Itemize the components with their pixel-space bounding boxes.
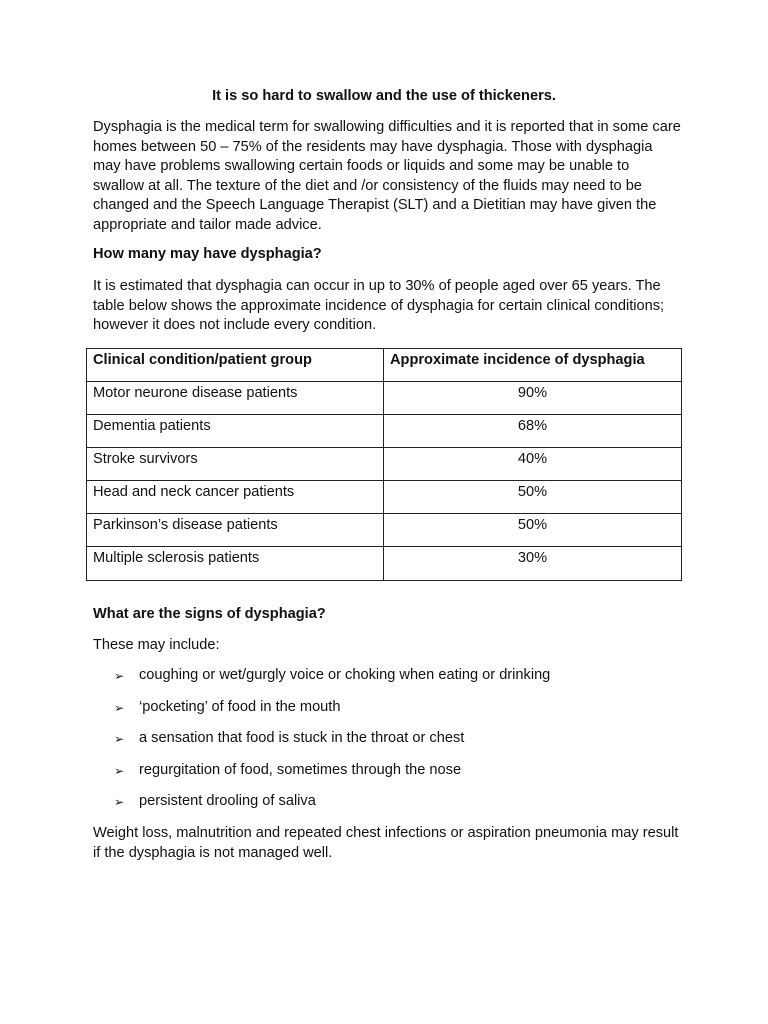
arrow-bullet-icon: ➢ [114, 763, 125, 778]
page-title: It is so hard to swallow and the use of thickeners. [212, 88, 556, 104]
table-header: Clinical condition/patient group [87, 349, 384, 382]
table-cell-incidence: 40% [384, 448, 682, 481]
arrow-bullet-icon: ➢ [114, 795, 125, 809]
table-cell-incidence: 68% [384, 415, 682, 448]
table-row [87, 415, 682, 448]
list-item [114, 792, 550, 824]
closing-paragraph: Weight loss, malnutrition and repeated chest infections or aspiration pneumonia may result if the dysphagia is not managed well. [93, 825, 679, 861]
table-cell-incidence: 50% [384, 481, 682, 514]
intro-paragraph: Dysphagia is the medical term for swallowing difficulties and it is reported that in some care homes between 50 – 75% of the residents may have dysphagia. Those with dysphagia may have problems swallowing certain foods or liquids and some may be unable to swallow at all. The texture of the diet and /or consistency of the fluids may need to be changed and the Speech Language Therapist (SLT) and a Dietitian may have given the appropriate and tailor made advice. [93, 119, 681, 233]
arrow-bullet-icon: ➢ [114, 700, 125, 715]
list-item [114, 729, 550, 761]
table-header: Approximate incidence of dysphagia [384, 349, 682, 382]
incidence-table [86, 348, 682, 581]
list-item-text: persistent drooling of saliva [139, 793, 316, 809]
list-item-text: regurgitation of food, sometimes through the nose [139, 761, 462, 778]
estimate-paragraph: It is estimated that dysphagia can occur in up to 30% of people aged over 65 years. The table below shows the approximate incidence of dysphagia for certain clinical conditions; however it does not include every condition. [93, 278, 665, 333]
table-cell-condition: Motor neurone disease patients [87, 382, 384, 415]
table-row [87, 514, 682, 547]
table-cell-incidence: 90% [384, 382, 682, 415]
heading-how-many: How many may have dysphagia? [93, 246, 322, 262]
heading-signs: What are the signs of dysphagia? [93, 606, 326, 622]
table-row [87, 382, 682, 415]
table-cell-incidence: 50% [384, 514, 682, 547]
table-header-row [87, 349, 682, 382]
table-row [87, 481, 682, 514]
list-item-text: a sensation that food is stuck in the throat or chest [139, 730, 465, 746]
table-cell-condition: Stroke survivors [87, 448, 384, 481]
arrow-bullet-icon: ➢ [114, 732, 125, 746]
list-item-text: ‘pocketing’ of food in the mouth [139, 698, 341, 715]
list-item [114, 761, 550, 793]
list-item-text: coughing or wet/gurgly voice or choking when eating or drinking [139, 667, 551, 683]
table-cell-condition: Multiple sclerosis patients [87, 547, 384, 581]
signs-intro: These may include: [93, 637, 220, 653]
signs-list [114, 666, 550, 824]
table-cell-condition: Head and neck cancer patients [87, 481, 384, 514]
table-cell-condition: Dementia patients [87, 415, 384, 448]
table-row [87, 448, 682, 481]
table-cell-condition: Parkinson’s disease patients [87, 514, 384, 547]
list-item [114, 698, 550, 730]
table-row [87, 547, 682, 581]
arrow-bullet-icon: ➢ [114, 669, 125, 683]
list-item [114, 666, 550, 698]
table-cell-incidence: 30% [384, 547, 682, 581]
